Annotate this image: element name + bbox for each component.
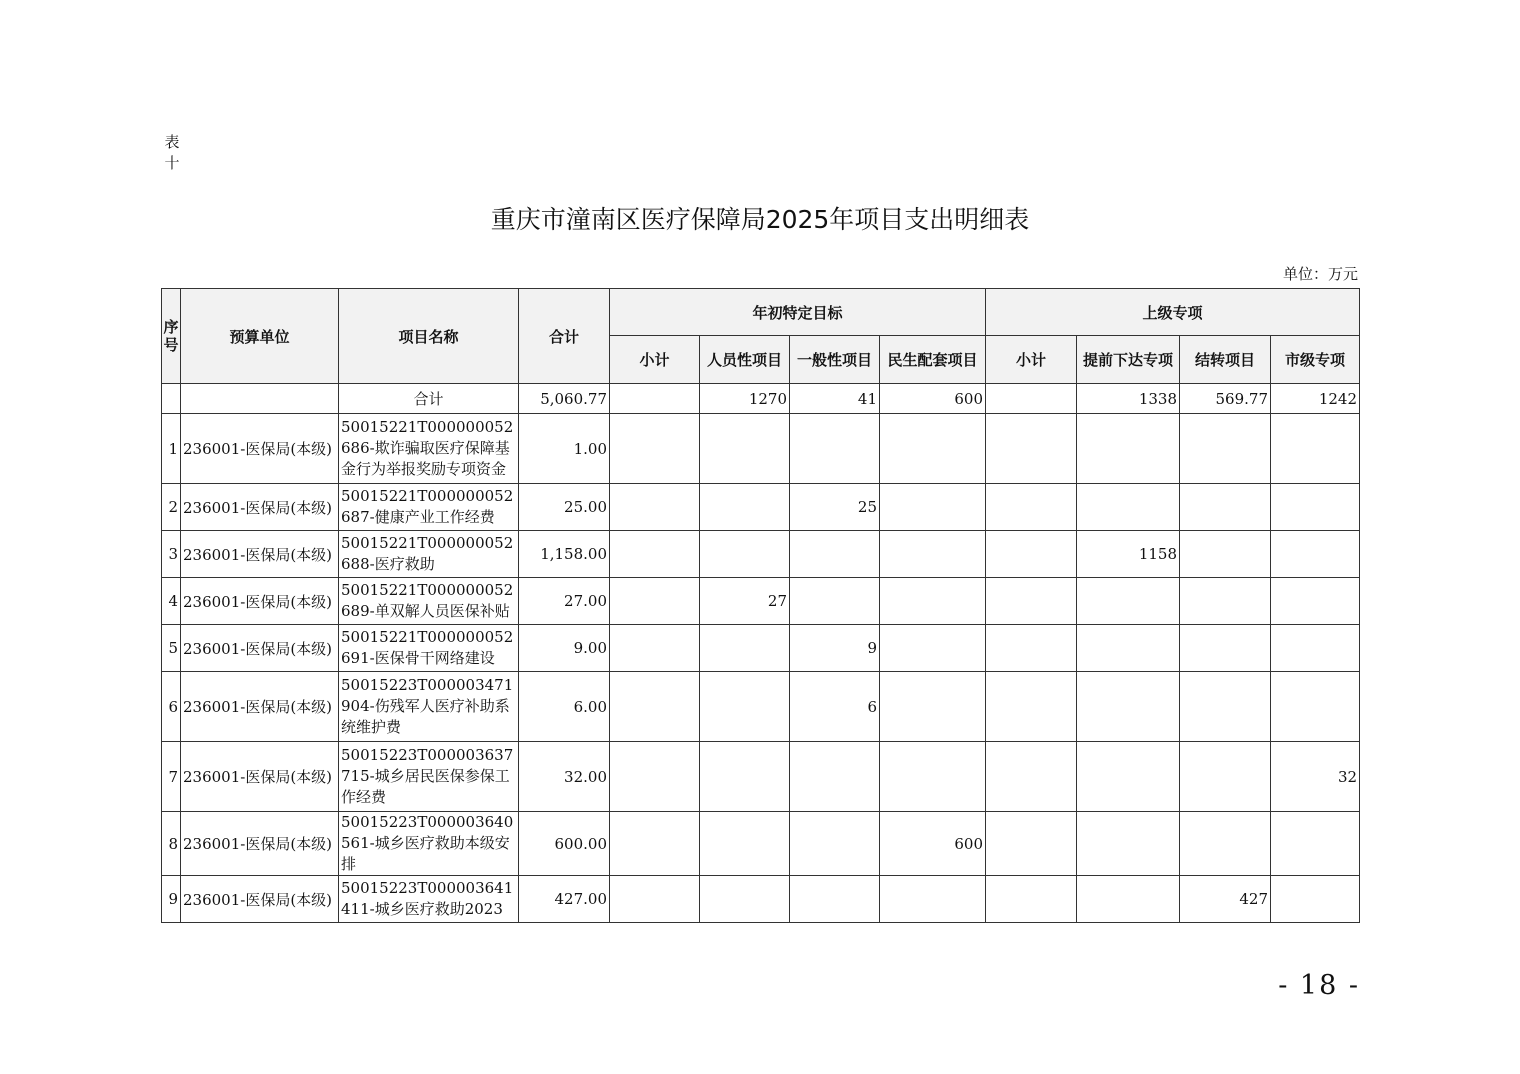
row-personnel [700,812,790,876]
row-initial-subtotal [610,876,700,923]
row-advance [1077,876,1180,923]
table-row [162,625,1360,672]
row-general [790,531,880,578]
row-municipal [1271,414,1360,484]
table-row [162,812,1360,876]
total-row-advance: 1338 [1077,384,1180,414]
row-carryover [1180,531,1271,578]
row-personnel [700,531,790,578]
row-personnel [700,625,790,672]
header-budget-unit: 预算单位 [181,289,339,384]
header-group-initial-targets: 年初特定目标 [610,289,986,336]
row-seq: 7 [162,742,181,812]
row-personnel [700,672,790,742]
row-advance [1077,742,1180,812]
row-carryover [1180,578,1271,625]
table-number-label: 表十 [164,133,180,172]
row-initial-subtotal [610,812,700,876]
row-superior-subtotal [986,578,1077,625]
row-general [790,414,880,484]
row-initial-subtotal [610,484,700,531]
row-personnel [700,414,790,484]
row-superior-subtotal [986,414,1077,484]
row-superior-subtotal [986,876,1077,923]
row-total: 27.00 [519,578,610,625]
row-livelihood [880,578,986,625]
row-municipal [1271,531,1360,578]
row-seq: 5 [162,625,181,672]
row-project-name: 50015223T000003640561-城乡医疗救助本级安排 [339,812,519,876]
total-row-municipal: 1242 [1271,384,1360,414]
row-livelihood: 600 [880,812,986,876]
row-superior-subtotal [986,625,1077,672]
row-carryover [1180,414,1271,484]
row-advance: 1158 [1077,531,1180,578]
row-budget-unit: 236001-医保局(本级) [181,625,339,672]
row-superior-subtotal [986,531,1077,578]
row-budget-unit: 236001-医保局(本级) [181,531,339,578]
row-advance [1077,578,1180,625]
row-superior-subtotal [986,672,1077,742]
row-total: 32.00 [519,742,610,812]
row-carryover [1180,672,1271,742]
header-total: 合计 [519,289,610,384]
row-budget-unit: 236001-医保局(本级) [181,578,339,625]
row-general: 6 [790,672,880,742]
row-seq: 3 [162,531,181,578]
row-general [790,578,880,625]
row-budget-unit: 236001-医保局(本级) [181,414,339,484]
row-seq: 8 [162,812,181,876]
row-initial-subtotal [610,414,700,484]
row-seq: 4 [162,578,181,625]
header-group-superior-special: 上级专项 [986,289,1360,336]
row-initial-subtotal [610,672,700,742]
row-budget-unit: 236001-医保局(本级) [181,812,339,876]
row-municipal [1271,672,1360,742]
row-project-name: 50015221T000000052689-单双解人员医保补贴 [339,578,519,625]
project-expenditure-table [161,288,1360,923]
row-budget-unit: 236001-医保局(本级) [181,742,339,812]
row-seq: 6 [162,672,181,742]
row-personnel [700,876,790,923]
row-budget-unit: 236001-医保局(本级) [181,484,339,531]
row-total: 1,158.00 [519,531,610,578]
row-total: 600.00 [519,812,610,876]
row-project-name: 50015221T000000052688-医疗救助 [339,531,519,578]
total-row-superior-subtotal [986,384,1077,414]
table-row [162,876,1360,923]
row-project-name: 50015221T000000052691-医保骨干网络建设 [339,625,519,672]
row-personnel [700,742,790,812]
row-initial-subtotal [610,742,700,812]
row-budget-unit: 236001-医保局(本级) [181,876,339,923]
row-general: 25 [790,484,880,531]
row-superior-subtotal [986,812,1077,876]
header-superior-subtotal: 小计 [986,336,1077,384]
row-project-name: 50015221T000000052686-欺诈骗取医疗保障基金行为举报奖励专项资金 [339,414,519,484]
header-municipal: 市级专项 [1271,336,1360,384]
row-initial-subtotal [610,578,700,625]
row-total: 9.00 [519,625,610,672]
row-project-name: 50015223T000003641411-城乡医疗救助2023 [339,876,519,923]
row-superior-subtotal [986,484,1077,531]
row-carryover [1180,625,1271,672]
total-row-livelihood: 600 [880,384,986,414]
header-seq: 序号 [162,289,181,384]
page-title: 重庆市潼南区医疗保障局2025年项目支出明细表 [490,205,1030,234]
total-row-total: 5,060.77 [519,384,610,414]
row-project-name: 50015223T000003637715-城乡居民医保参保工作经费 [339,742,519,812]
row-advance [1077,414,1180,484]
row-initial-subtotal [610,625,700,672]
row-municipal [1271,484,1360,531]
table-row [162,484,1360,531]
unit-label: 单位：万元 [1282,265,1358,283]
row-livelihood [880,531,986,578]
row-municipal: 32 [1271,742,1360,812]
row-municipal [1271,625,1360,672]
row-livelihood [880,484,986,531]
table-row [162,742,1360,812]
page-number: - 18 - [1278,970,1360,1001]
row-total: 1.00 [519,414,610,484]
row-total: 25.00 [519,484,610,531]
total-row-label: 合计 [339,384,519,414]
row-municipal [1271,812,1360,876]
row-seq: 2 [162,484,181,531]
header-initial-subtotal: 小计 [610,336,700,384]
row-seq: 1 [162,414,181,484]
row-general: 9 [790,625,880,672]
row-total: 6.00 [519,672,610,742]
row-livelihood [880,672,986,742]
header-personnel: 人员性项目 [700,336,790,384]
row-advance [1077,812,1180,876]
row-livelihood [880,876,986,923]
row-carryover [1180,742,1271,812]
row-budget-unit: 236001-医保局(本级) [181,672,339,742]
table-row [162,672,1360,742]
total-row [162,384,1360,414]
total-row-unit [181,384,339,414]
row-livelihood [880,742,986,812]
header-livelihood: 民生配套项目 [880,336,986,384]
row-general [790,812,880,876]
total-row-carryover: 569.77 [1180,384,1271,414]
row-general [790,876,880,923]
row-superior-subtotal [986,742,1077,812]
total-row-initial-subtotal [610,384,700,414]
row-advance [1077,672,1180,742]
row-project-name: 50015223T000003471904-伤残军人医疗补助系统维护费 [339,672,519,742]
row-carryover: 427 [1180,876,1271,923]
row-personnel [700,484,790,531]
total-row-seq [162,384,181,414]
header-general: 一般性项目 [790,336,880,384]
total-row-general: 41 [790,384,880,414]
table-row [162,578,1360,625]
row-livelihood [880,625,986,672]
total-row-personnel: 1270 [700,384,790,414]
row-livelihood [880,414,986,484]
row-municipal [1271,578,1360,625]
row-carryover [1180,484,1271,531]
header-carryover: 结转项目 [1180,336,1271,384]
row-initial-subtotal [610,531,700,578]
row-municipal [1271,876,1360,923]
row-advance [1077,484,1180,531]
row-project-name: 50015221T000000052687-健康产业工作经费 [339,484,519,531]
row-carryover [1180,812,1271,876]
row-seq: 9 [162,876,181,923]
row-total: 427.00 [519,876,610,923]
table-row [162,531,1360,578]
row-personnel: 27 [700,578,790,625]
table-row [162,414,1360,484]
header-project-name: 项目名称 [339,289,519,384]
header-advance: 提前下达专项 [1077,336,1180,384]
row-advance [1077,625,1180,672]
row-general [790,742,880,812]
